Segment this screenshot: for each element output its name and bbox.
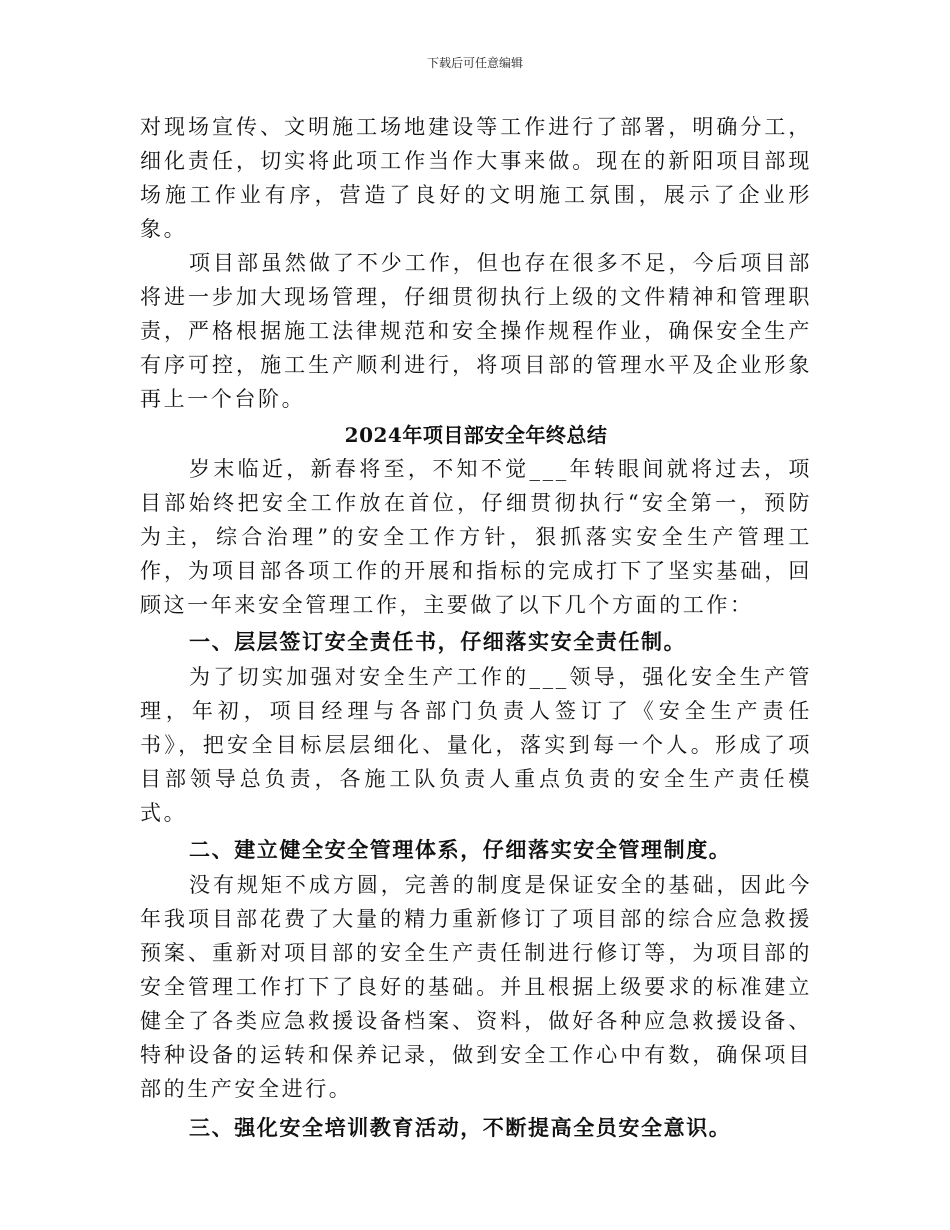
paragraph-section-1: 为了切实加强对安全生产工作的___领导，强化安全生产管理，年初，项目经理与各部门负责人签订了《安全生产责任书》，把安全目标层层细化、量化，落实到每一个人。形成了项目部领导总负责，各施工队负责人重点负责的安全生产责任模式。 <box>140 665 812 825</box>
section-heading-1: 一、层层签订安全责任书，仔细落实安全责任制。 <box>189 629 687 654</box>
paragraph-improvement: 项目部虽然做了不少工作，但也存在很多不足，今后项目部将进一步加大现场管理，仔细贯彻执行上级的文件精神和管理职责，严格根据施工法律规范和安全操作规程作业，确保安全生产有序可控，施工生产顺利进行，将项目部的管理水平及企业形象再上一个台阶。 <box>140 251 812 411</box>
paragraph-section-2: 没有规矩不成方圆，完善的制度是保证安全的基础，因此今年我项目部花费了大量的精力重新修订了项目部的综合应急救援预案、重新对项目部的安全生产责任制进行修订等，为项目部的安全管理工作打下了良好的基础。并且根据上级要求的标准建立健全了各类应急救援设备档案、资料，做好各种应急救援设备、特种设备的运转和保养记录，做到安全工作心中有数，确保项目部的生产安全进行。 <box>140 873 812 1101</box>
page-header: 下载后可任意编辑 <box>426 56 523 70</box>
document-body <box>140 110 812 1146</box>
paragraph-continuation: 对现场宣传、文明施工场地建设等工作进行了部署，明确分工，细化责任，切实将此项工作当作大事来做。现在的新阳项目部现场施工作业有序，营造了良好的文明施工氛围，展示了企业形象。 <box>140 115 812 241</box>
section-heading-2: 二、建立健全安全管理体系，仔细落实安全管理制度。 <box>189 837 732 862</box>
paragraph-intro: 岁末临近，新春将至，不知不觉___年转眼间就将过去，项目部始终把安全工作放在首位，仔细贯彻执行“安全第一，预防为主，综合治理”的安全工作方针，狠抓落实安全生产管理工作，为项目部各项工作的开展和指标的完成打下了坚实基础，回顾这一年来安全管理工作，主要做了以下几个方面的工作： <box>140 457 812 617</box>
section-heading-3: 三、强化安全培训教育活动，不断提高全员安全意识。 <box>189 1115 732 1140</box>
document-title: 2024年项目部安全年终总结 <box>344 423 608 447</box>
